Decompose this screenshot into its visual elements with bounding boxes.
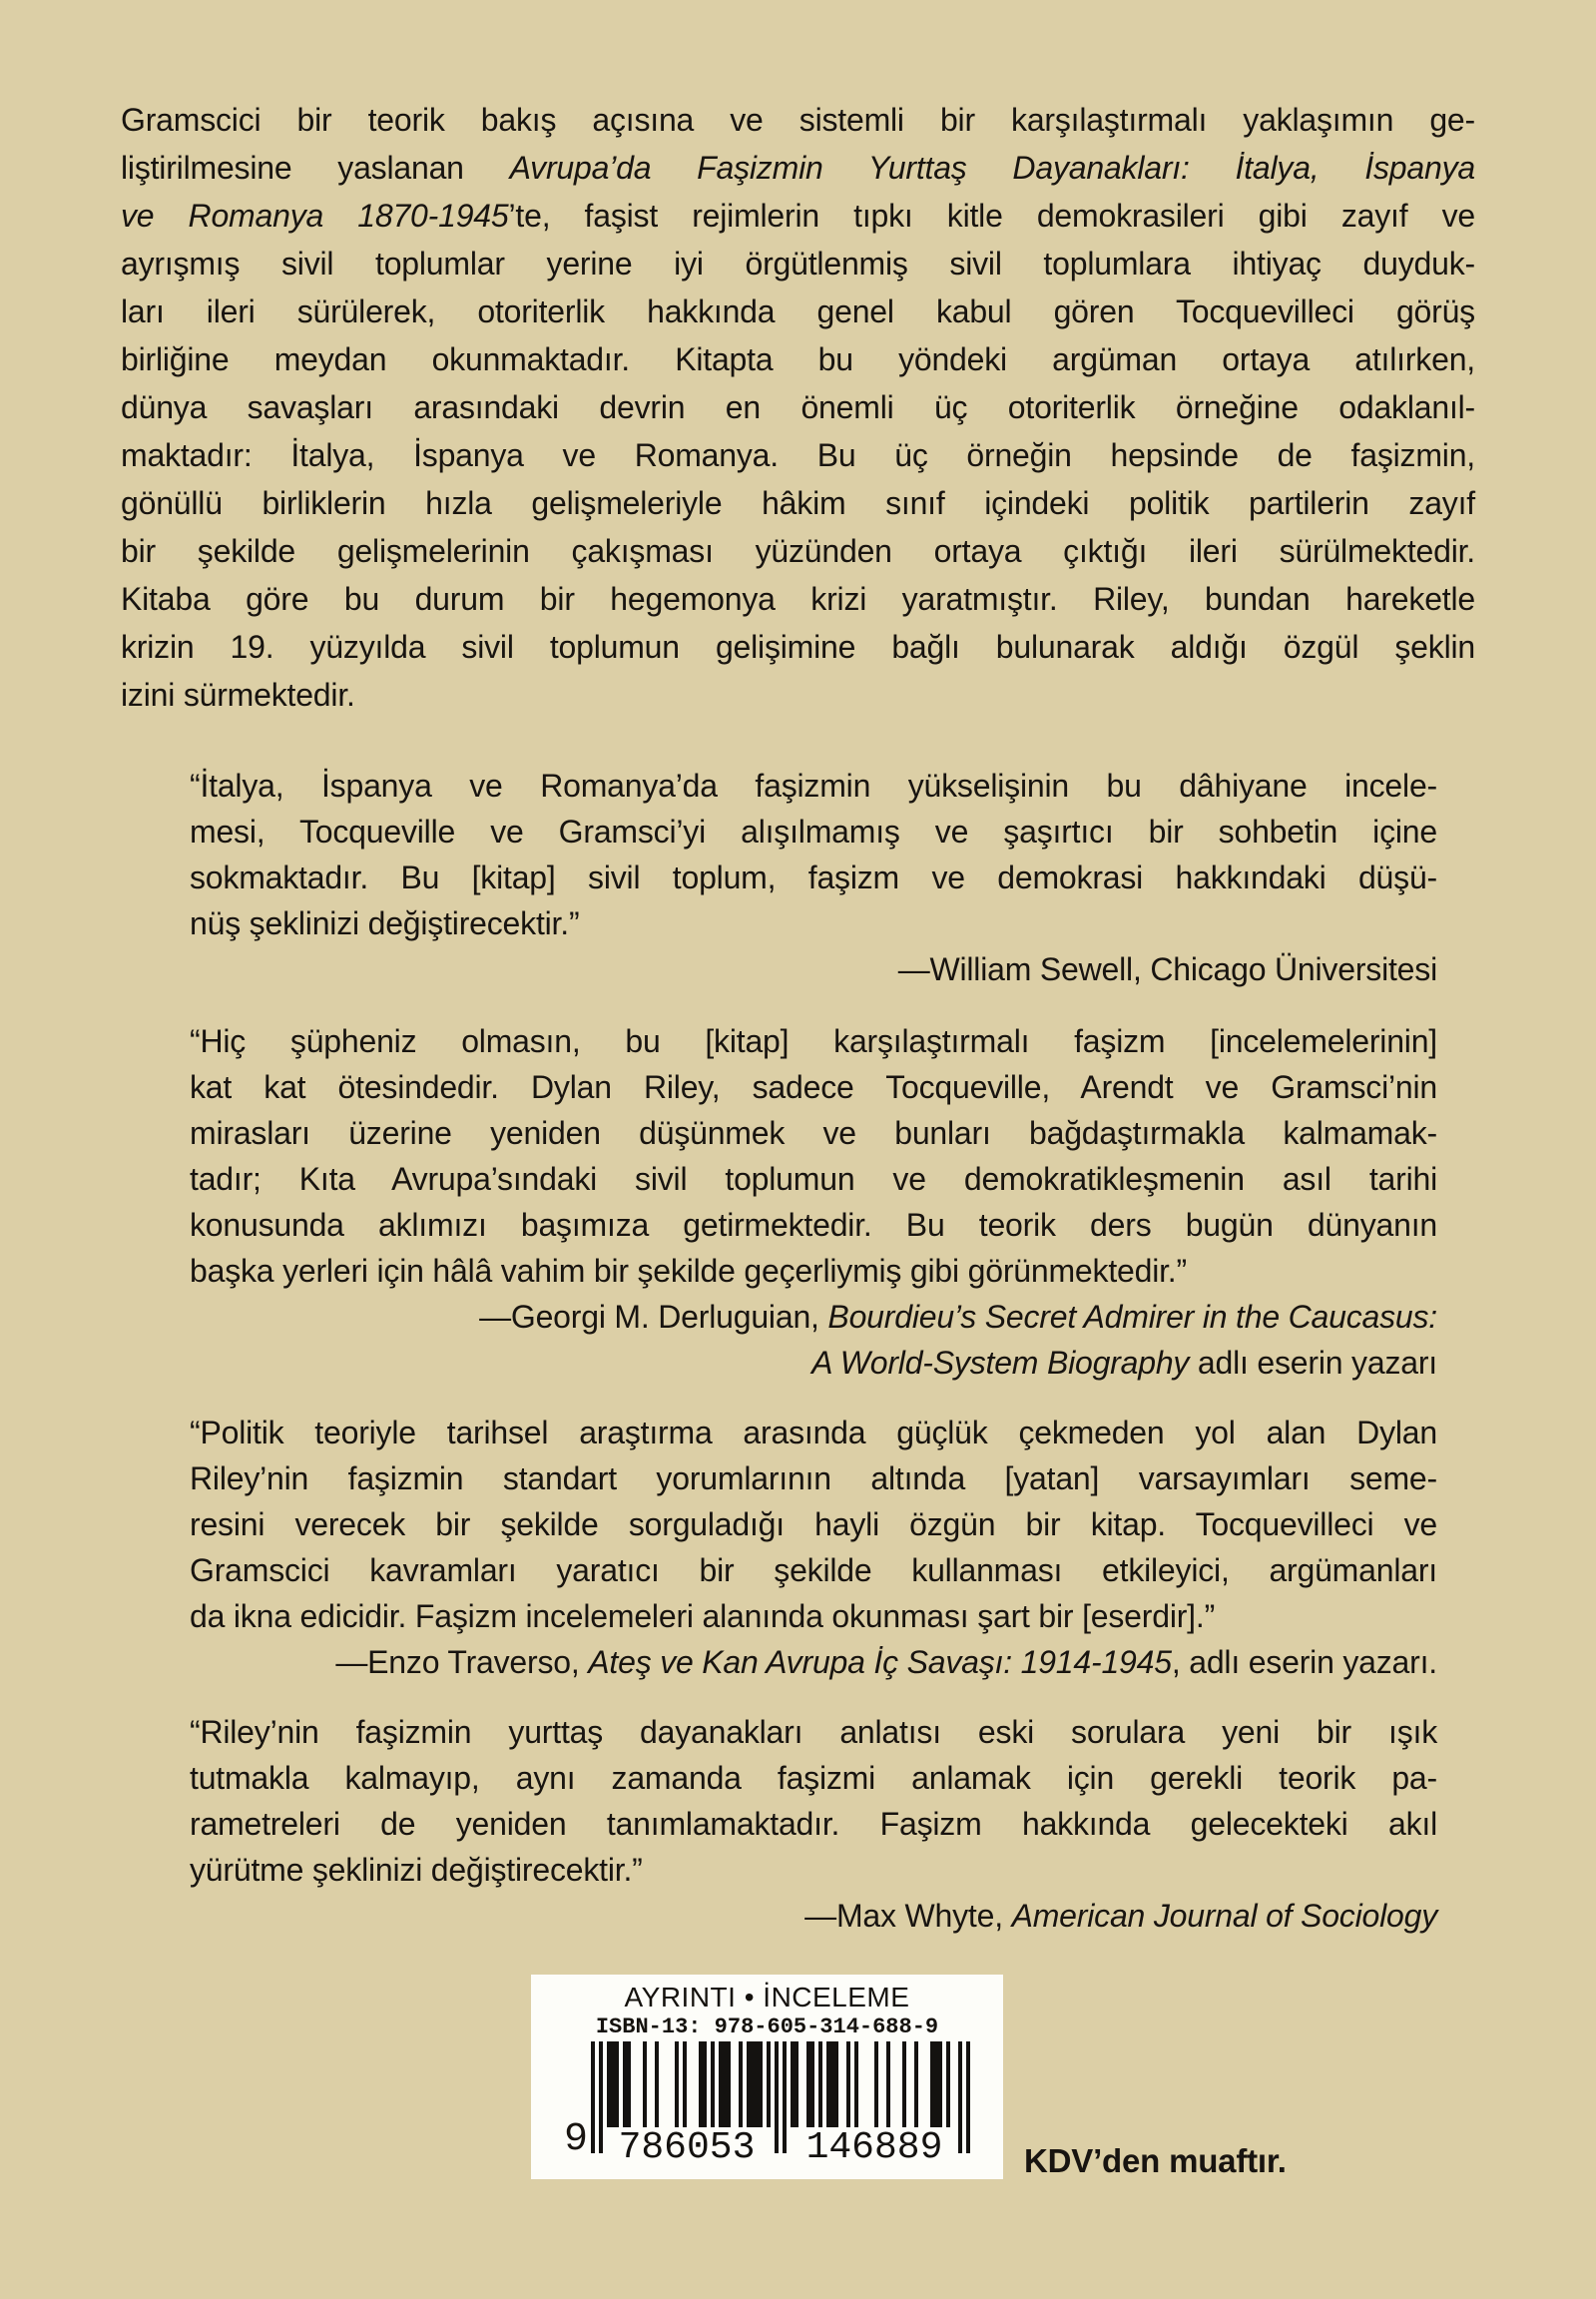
text-line: “Hiç şüpheniz olmasın, bu [kitap] karşılaştırmalı faşizm [incelemelerinin] [190, 1023, 1437, 1059]
text-line: rametreleri de yeniden tanımlamaktadır. Faşizm hakkında gelecekteki akıl [190, 1806, 1437, 1842]
text-line: ları ileri sürülerek, otoriterlik hakkında genel kabul gören Tocquevilleci görüş [121, 293, 1475, 329]
text-line: Gramscici bir teorik bakış açısına ve sistemli bir karşılaştırmalı yaklaşımın ge- [121, 102, 1475, 138]
review-quote-text [190, 1709, 1437, 1893]
review-quote-text [190, 1410, 1437, 1639]
barcode-lead-digit: 9 [563, 2117, 588, 2162]
review-quote-whyte [190, 1709, 1437, 1939]
review-quote-text [190, 1018, 1437, 1294]
text-line: gönüllü birliklerin hızla gelişmeleriyle hâkim sınıf içindeki politik partilerin zayıf [121, 485, 1475, 521]
text-line: kat kat ötesindedir. Dylan Riley, sadece Tocqueville, Arendt ve Gramsci’nin [190, 1069, 1437, 1105]
svg-text:146889: 146889 [805, 2126, 943, 2161]
text-line: başka yerleri için hâlâ vahim bir şekilde geçerliymiş gibi görünmektedir.” [190, 1253, 1187, 1289]
review-attribution [190, 1639, 1437, 1685]
text-line: “Riley’nin faşizmin yurttaş dayanakları anlatısı eski sorulara yeni bir ışık [190, 1714, 1437, 1750]
publisher-imprint-label: AYRINTI • İNCELEME [624, 1982, 910, 2012]
text-line: da ikna edicidir. Faşizm incelemeleri alanında okunması şart bir [eserdir].” [190, 1598, 1216, 1634]
svg-text:786053: 786053 [618, 2126, 756, 2161]
isbn-barcode-panel [531, 1975, 1003, 2179]
tax-exempt-note: KDV’den muaftır. [1024, 2142, 1287, 2179]
review-quote-text [190, 763, 1437, 946]
ean13-barcode [531, 2041, 1003, 2161]
review-attribution [190, 1294, 1437, 1386]
text-line: Riley’nin faşizmin standart yorumlarının altında [yatan] varsayımları seme- [190, 1460, 1437, 1496]
text-line: birliğine meydan okunmaktadır. Kitapta bu yöndeki argüman ortaya atılırken, [121, 341, 1475, 377]
text-line: mirasları üzerine yeniden düşünmek ve bunları bağdaştırmakla kalmamak- [190, 1115, 1437, 1151]
text-line: Gramscici kavramları yaratıcı bir şekilde kullanması etkileyici, argümanları [190, 1552, 1437, 1588]
text-line: liştirilmesine yaslanan Avrupa’da Faşizmin Yurttaş Dayanakları: İtalya, İspanya [121, 150, 1475, 186]
text-line: ayrışmış sivil toplumlar yerine iyi örgütlenmiş sivil toplumlara ihtiyaç duyduk- [121, 246, 1475, 282]
text-line: maktadır: İtalya, İspanya ve Romanya. Bu üç örneğin hepsinde de faşizmin, [121, 437, 1475, 473]
text-line: dünya savaşları arasındaki devrin en önemli üç otoriterlik örneğine odaklanıl- [121, 389, 1475, 425]
text-line: A World-System Biography adlı eserin yazarı [811, 1345, 1437, 1381]
barcode-bars [591, 2041, 970, 2161]
text-line: tutmakla kalmayıp, aynı zamanda faşizmi anlamak için gerekli teorik pa- [190, 1760, 1437, 1796]
text-line: krizin 19. yüzyılda sivil toplumun gelişimine bağlı bulunarak aldığı özgül şeklin [121, 629, 1475, 665]
text-line: mesi, Tocqueville ve Gramsci’yi alışılmamış ve şaşırtıcı bir sohbetin içine [190, 814, 1437, 850]
review-quote-derluguian [190, 1018, 1437, 1386]
review-quote-sewell [190, 763, 1437, 992]
text-line: nüş şeklinizi değiştirecektir.” [190, 905, 580, 941]
text-line: Kitaba göre bu durum bir hegemonya krizi yaratmıştır. Riley, bundan hareketle [121, 581, 1475, 617]
text-line: “İtalya, İspanya ve Romanya’da faşizmin yükselişinin bu dâhiyane incele- [190, 768, 1437, 804]
isbn-label: ISBN-13: 978-605-314-688-9 [595, 2014, 939, 2039]
review-attribution [190, 946, 1437, 992]
back-cover-text-column [121, 96, 1475, 1939]
text-line: —William Sewell, Chicago Üniversitesi [897, 951, 1437, 987]
synopsis-paragraph [121, 96, 1475, 719]
text-line: yürütme şeklinizi değiştirecektir.” [190, 1852, 643, 1888]
review-attribution [190, 1893, 1437, 1939]
text-line: —Max Whyte, American Journal of Sociology [804, 1898, 1437, 1934]
text-line: tadır; Kıta Avrupa’sındaki sivil toplumun ve demokratikleşmenin asıl tarihi [190, 1161, 1437, 1197]
review-quote-traverso [190, 1410, 1437, 1685]
text-line: resini verecek bir şekilde sorguladığı hayli özgün bir kitap. Tocquevilleci ve [190, 1506, 1437, 1542]
text-line: sokmaktadır. Bu [kitap] sivil toplum, faşizm ve demokrasi hakkındaki düşü- [190, 860, 1437, 895]
text-line: bir şekilde gelişmelerinin çakışması yüzünden ortaya çıktığı ileri sürülmektedir. [121, 533, 1475, 569]
text-line: “Politik teoriyle tarihsel araştırma arasında güçlük çekmeden yol alan Dylan [190, 1415, 1437, 1450]
text-line: izini sürmektedir. [121, 677, 355, 713]
text-line: konusunda aklımızı başımıza getirmektedir. Bu teorik ders bugün dünyanın [190, 1207, 1437, 1243]
text-line: ve Romanya 1870-1945’te, faşist rejimlerin tıpkı kitle demokrasileri gibi zayıf ve [121, 198, 1475, 234]
text-line: —Georgi M. Derluguian, Bourdieu’s Secret Admirer in the Caucasus: [479, 1299, 1437, 1335]
text-line: —Enzo Traverso, Ateş ve Kan Avrupa İç Savaşı: 1914-1945, adlı eserin yazarı. [335, 1644, 1437, 1680]
